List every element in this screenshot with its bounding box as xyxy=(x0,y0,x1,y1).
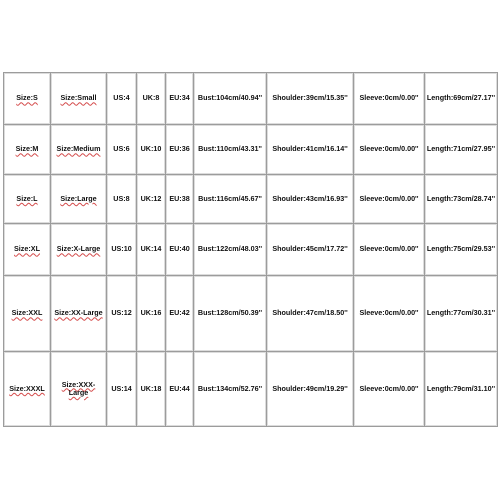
size-code: Size:XL xyxy=(14,244,40,254)
uk-size-cell: UK:16 xyxy=(137,276,166,352)
sleeve-cell: Sleeve:0cm/0.00'' xyxy=(354,125,425,175)
bust-cell: Bust:110cm/43.31'' xyxy=(194,125,267,175)
us-size-cell: US:6 xyxy=(107,125,137,175)
sleeve-cell: Sleeve:0cm/0.00'' xyxy=(354,224,425,276)
size-name-cell xyxy=(51,73,107,125)
size-code: Size:M xyxy=(15,144,39,154)
size-code-cell xyxy=(4,175,51,224)
us-size-cell: US:8 xyxy=(107,175,137,224)
us-size-cell: US:4 xyxy=(107,73,137,125)
eu-size-cell: EU:44 xyxy=(166,352,194,427)
us-size-cell: US:12 xyxy=(107,276,137,352)
size-name: Size:X-Large xyxy=(56,244,101,254)
size-code-cell xyxy=(4,352,51,427)
sleeve-cell: Sleeve:0cm/0.00'' xyxy=(354,276,425,352)
eu-size-cell: EU:40 xyxy=(166,224,194,276)
size-name: Size:Small xyxy=(60,93,97,103)
shoulder-cell: Shoulder:41cm/16.14'' xyxy=(267,125,354,175)
eu-size-cell: EU:34 xyxy=(166,73,194,125)
length-cell: Length:69cm/27.17'' xyxy=(425,73,498,125)
size-code-cell xyxy=(4,276,51,352)
size-code-cell xyxy=(4,125,51,175)
size-row-xl xyxy=(4,224,498,276)
length-cell: Length:79cm/31.10'' xyxy=(425,352,498,427)
size-row-m xyxy=(4,125,498,175)
uk-size-cell: UK:12 xyxy=(137,175,166,224)
uk-size-cell: UK:8 xyxy=(137,73,166,125)
size-chart-table xyxy=(3,72,498,427)
size-row-l xyxy=(4,175,498,224)
size-code-cell xyxy=(4,224,51,276)
length-cell: Length:71cm/27.95'' xyxy=(425,125,498,175)
size-name: Size:XXX-Large xyxy=(61,379,96,397)
size-name-cell xyxy=(51,276,107,352)
bust-cell: Bust:134cm/52.76'' xyxy=(194,352,267,427)
eu-size-cell: EU:42 xyxy=(166,276,194,352)
size-name: Size:Large xyxy=(60,193,97,203)
uk-size-cell: UK:10 xyxy=(137,125,166,175)
uk-size-cell: UK:18 xyxy=(137,352,166,427)
size-name: Size:XX-Large xyxy=(54,308,103,318)
length-cell: Length:75cm/29.53'' xyxy=(425,224,498,276)
length-cell: Length:73cm/28.74'' xyxy=(425,175,498,224)
size-row-s xyxy=(4,73,498,125)
shoulder-cell: Shoulder:45cm/17.72'' xyxy=(267,224,354,276)
size-name-cell xyxy=(51,352,107,427)
shoulder-cell: Shoulder:49cm/19.29'' xyxy=(267,352,354,427)
bust-cell: Bust:122cm/48.03'' xyxy=(194,224,267,276)
sleeve-cell: Sleeve:0cm/0.00'' xyxy=(354,175,425,224)
us-size-cell: US:10 xyxy=(107,224,137,276)
us-size-cell: US:14 xyxy=(107,352,137,427)
size-name-cell xyxy=(51,224,107,276)
sleeve-cell: Sleeve:0cm/0.00'' xyxy=(354,73,425,125)
bust-cell: Bust:104cm/40.94'' xyxy=(194,73,267,125)
eu-size-cell: EU:38 xyxy=(166,175,194,224)
size-code: Size:S xyxy=(16,93,38,103)
shoulder-cell: Shoulder:47cm/18.50'' xyxy=(267,276,354,352)
size-code-cell xyxy=(4,73,51,125)
bust-cell: Bust:116cm/45.67'' xyxy=(194,175,267,224)
size-name-cell xyxy=(51,125,107,175)
size-name: Size:Medium xyxy=(56,144,101,154)
sleeve-cell: Sleeve:0cm/0.00'' xyxy=(354,352,425,427)
size-code: Size:L xyxy=(16,193,38,203)
shoulder-cell: Shoulder:43cm/16.93'' xyxy=(267,175,354,224)
eu-size-cell: EU:36 xyxy=(166,125,194,175)
size-code: Size:XXXL xyxy=(9,383,45,393)
size-name-cell xyxy=(51,175,107,224)
shoulder-cell: Shoulder:39cm/15.35'' xyxy=(267,73,354,125)
uk-size-cell: UK:14 xyxy=(137,224,166,276)
length-cell: Length:77cm/30.31'' xyxy=(425,276,498,352)
bust-cell: Bust:128cm/50.39'' xyxy=(194,276,267,352)
size-row-xxl xyxy=(4,276,498,352)
size-code: Size:XXL xyxy=(11,308,43,318)
size-row-xxxl xyxy=(4,352,498,427)
